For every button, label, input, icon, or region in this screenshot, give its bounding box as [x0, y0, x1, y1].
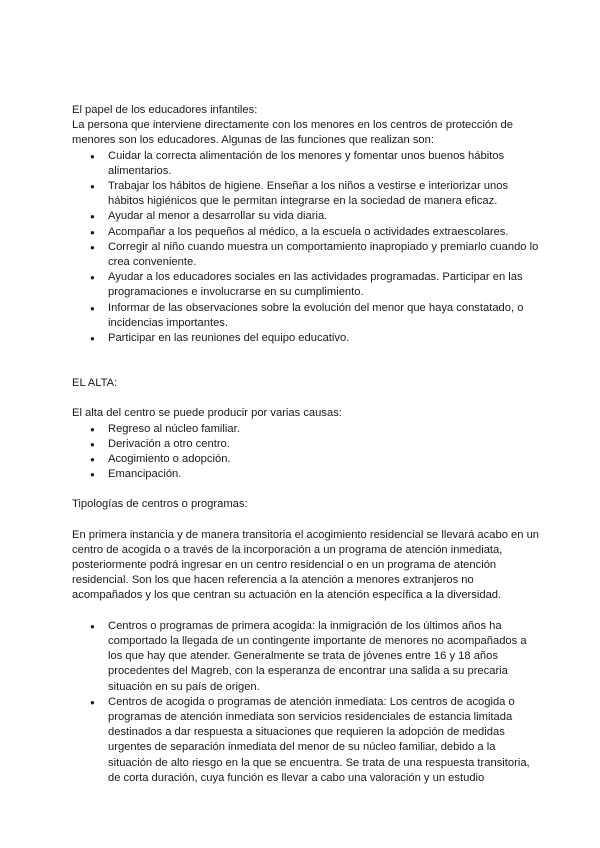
- alta-intro: El alta del centro se puede producir por varias causas:: [72, 407, 342, 420]
- list-item: ● Regreso al núcleo familiar.: [108, 422, 540, 437]
- section-heading-tipologias: Tipologías de centros o programas:: [72, 498, 248, 511]
- section-heading-alta: EL ALTA:: [72, 377, 118, 390]
- list-item: ● Trabajar los hábitos de higiene. Enseñar a los niños a vestirse e interiorizar unos hábitos higiénicos que le permitan integrarse en la sociedad de manera eficaz.: [108, 179, 540, 209]
- list-item: ● Derivación a otro centro.: [108, 437, 540, 452]
- spacer: [72, 346, 540, 376]
- list-item: ● Informar de las observaciones sobre la evolución del menor que haya constatado, o incidencias importantes.: [108, 301, 540, 331]
- list-item: ● Ayudar a los educadores sociales en las actividades programadas. Participar en las programaciones e involucrarse en su cumplimiento.: [108, 270, 540, 300]
- list-item: ● Emancipación.: [108, 467, 540, 482]
- list-item: ● Centros o programas de primera acogida: la inmigración de los últimos años ha comportado la llegada de un contingente importante de menores no acompañados a los que hay que atender. Generalmente se trata de jóvenes entre 16 y 18 años procedentes del Magreb, con la esperanza de encontrar una salida a su precaria situación en su país de origen.: [108, 619, 540, 695]
- spacer: [72, 482, 540, 497]
- list-item: ● Acogimiento o adopción.: [108, 452, 540, 467]
- educadores-list: [72, 149, 540, 347]
- spacer: [72, 513, 540, 528]
- educadores-intro: La persona que interviene directamente con los menores en los centros de protección de menores son los educadores. Algunas de las funciones que realizan son:: [72, 119, 513, 147]
- list-item: ● Centros de acogida o programas de atención inmediata: Los centros de acogida o programas de atención inmediata son servicios residenciales de estancia limitada destinados a dar respuesta a situaciones que requieren la adopción de medidas urgentes de separación inmediata del menor de su núcleo familiar, debido a la situación de alto riesgo en la que se encuentra. Se trata de una respuesta transitoria, de corta duración, cuya función es llevar a cabo una valoración y un estudio: [108, 695, 540, 786]
- tipologias-list: [72, 619, 540, 786]
- spacer: [72, 391, 540, 406]
- spacer: [72, 604, 540, 619]
- tipologias-paragraph: En primera instancia y de manera transitoria el acogimiento residencial se llevará acabo en un centro de acogida o a través de la incorporación a un programa de atención inmediata, posteriormente podrá ingresar en un centro residencial o en un programa de atención residencial. Son los que hacen referencia a la atención a menores extranjeros no acompañados y los que centran su actuación en la atención específica a la diversidad.: [72, 528, 540, 602]
- list-item: ● Participar en las reuniones del equipo educativo.: [108, 331, 540, 346]
- section-heading-educadores: El papel de los educadores infantiles:: [72, 104, 258, 116]
- alta-list: [72, 422, 540, 483]
- list-item: ● Ayudar al menor a desarrollar su vida diaria.: [108, 209, 540, 224]
- list-item: ● Acompañar a los pequeños al médico, a la escuela o actividades extraescolares.: [108, 225, 540, 240]
- list-item: ● Corregir al niño cuando muestra un comportamiento inapropiado y premiarlo cuando lo crea conveniente.: [108, 240, 540, 270]
- list-item: ● Cuidar la correcta alimentación de los menores y fomentar unos buenos hábitos alimentarios.: [108, 149, 540, 179]
